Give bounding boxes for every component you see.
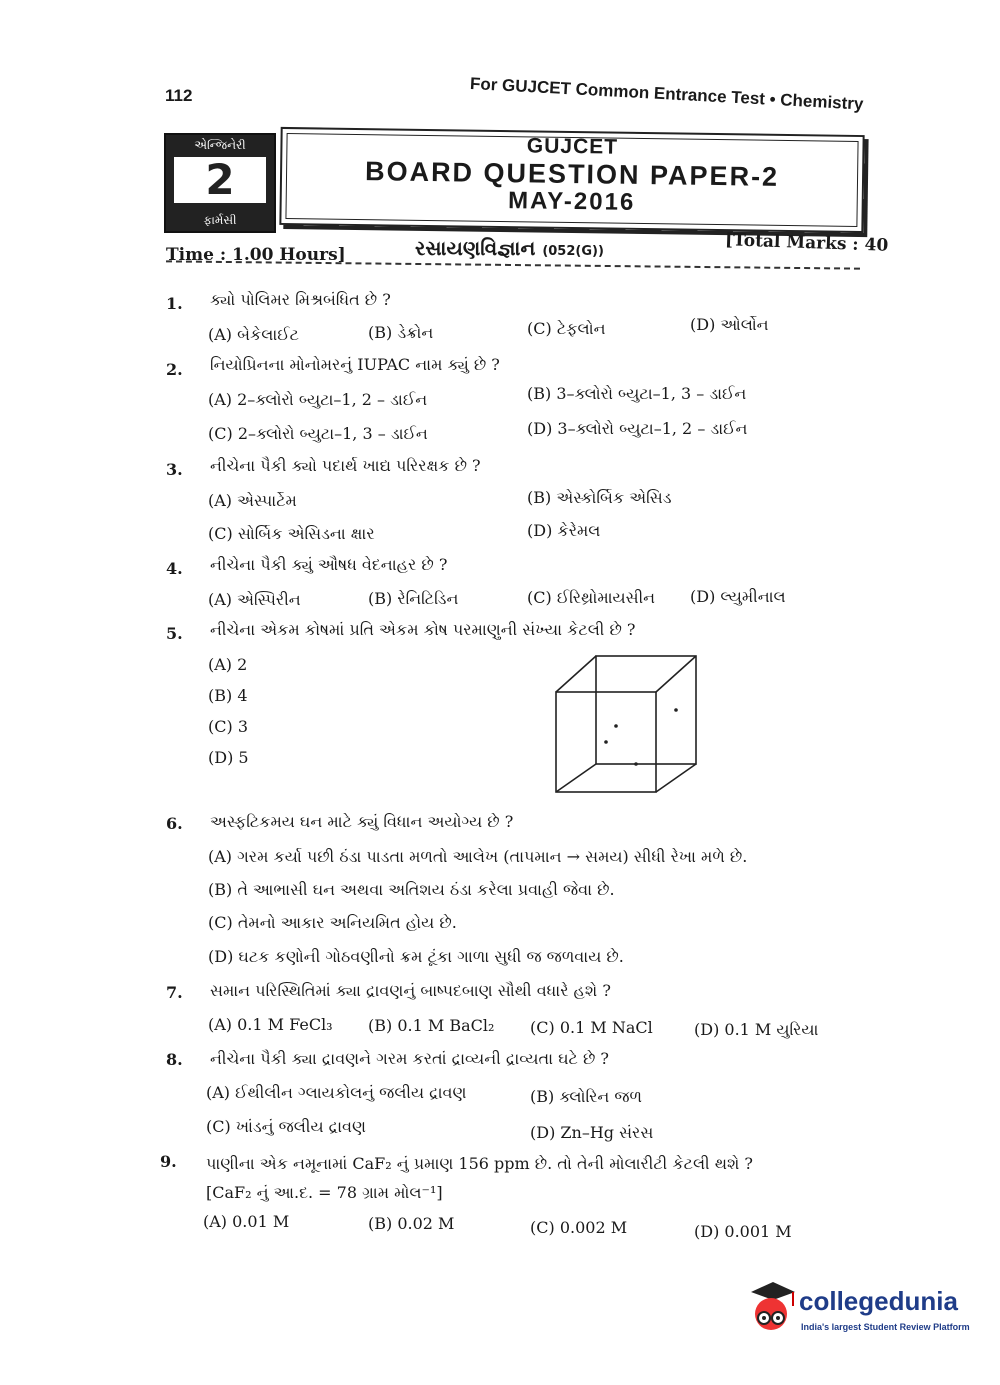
- option-b: (B) એસ્કોર્બિક એસિડ: [527, 488, 672, 507]
- question-text: ક્યો પોલિમર મિશ્રબંધિત છે ?: [210, 290, 391, 309]
- face-center-dot: [614, 724, 618, 728]
- running-title: For GUJCET Common Entrance Test • Chemistry: [469, 74, 864, 114]
- question-note: [CaF₂ નું આ.દ. = 78 ગ્રામ મોલ⁻¹]: [206, 1183, 443, 1202]
- page-number: 112: [165, 86, 193, 105]
- option-a: (A) 0.1 M FeCl₃: [208, 1015, 333, 1034]
- title-box: [279, 127, 864, 233]
- question-number: 1.: [166, 294, 183, 313]
- badge-number: 2: [174, 157, 266, 203]
- body-center-dot: [604, 740, 608, 744]
- question-number: 8.: [166, 1050, 183, 1069]
- question-text: નિયોપ્રિનના મોનોમરનું IUPAC નામ ક્યું છે ?: [210, 355, 500, 374]
- option-a: (A) એસ્પાર્ટેમ: [208, 491, 297, 510]
- option-d: (D) ઘટક કણોની ગોઠવણીનો ક્રમ ટૂંકા ગાળા સુધી જ જળવાય છે.: [208, 947, 624, 966]
- cube-back-face: [596, 656, 696, 764]
- dashed-divider: [166, 260, 860, 269]
- option-c: (C) 3: [208, 717, 248, 736]
- collegedunia-logo: [745, 1278, 985, 1348]
- question-text: નીચેના પૈકી ક્યો પદાર્થ ખાદ્ય પરિરક્ષક છે ?: [210, 456, 481, 475]
- title-line-3: MAY-2016: [507, 187, 636, 216]
- brand-name: collegedunia: [799, 1286, 958, 1316]
- option-b: (B) રેનિટિડિન: [368, 589, 459, 608]
- option-a: (A) ઈથીલીન ગ્લાયકોલનું જલીય દ્રાવણ: [206, 1083, 467, 1102]
- option-c: (C) ખાંડનું જલીય દ્રાવણ: [206, 1117, 366, 1136]
- option-d: (D) લ્યુમીનાલ: [690, 587, 786, 606]
- option-b: (B) 3–ક્લોરો બ્યુટા–1, 3 – ડાઈન: [527, 384, 747, 403]
- option-d: (D) 3–ક્લોરો બ્યુટા–1, 2 – ડાઈન: [527, 419, 748, 438]
- option-b: (B) 0.1 M BaCl₂: [368, 1016, 495, 1035]
- option-c: (C) તેમનો આકાર અનિયમિત હોય છે.: [208, 913, 457, 932]
- option-a: (A) 2: [208, 655, 248, 674]
- question-number: 5.: [166, 624, 183, 643]
- total-marks: [Total Marks : 40: [724, 230, 889, 256]
- option-c: (C) 0.002 M: [530, 1218, 628, 1237]
- option-c: (C) 2–ક્લોરો બ્યુટા–1, 3 – ડાઈન: [208, 424, 428, 443]
- badge-bottom-label: ફાર્મસી: [203, 213, 237, 227]
- option-b: (B) ડેક્રોન: [368, 323, 434, 342]
- question-text: સમાન પરિસ્થિતિમાં ક્યા દ્રાવણનું બાષ્પદબાણ સૌથી વધારે હશે ?: [210, 981, 611, 1000]
- question-number: 3.: [166, 460, 183, 479]
- option-a: (A) 0.01 M: [203, 1212, 290, 1231]
- question-number: 7.: [166, 983, 183, 1002]
- option-d: (D) ઓર્લોન: [690, 315, 769, 334]
- option-a: (A) ગરમ કર્યા પછી ઠંડા પાડતા મળતો આલેખ (તાપમાન → સમય) સીધી રેખા મળે છે.: [208, 847, 748, 866]
- question-number: 4.: [166, 559, 183, 578]
- question-number: 2.: [166, 360, 183, 379]
- option-b: (B) 4: [208, 686, 248, 705]
- subject-code: (052(G)): [542, 244, 604, 259]
- option-a: (A) 2–ક્લોરો બ્યુટા–1, 2 – ડાઈન: [208, 390, 428, 409]
- question-number: 9.: [160, 1152, 177, 1171]
- question-text: અસ્ફટિકમય ઘન માટે ક્યું વિધાન અયોગ્ય છે ?: [210, 812, 514, 831]
- title-line-2: BOARD QUESTION PAPER-2: [364, 156, 780, 192]
- face-center-dot: [674, 708, 678, 712]
- question-number: 6.: [166, 814, 183, 833]
- option-c: (C) 0.1 M NaCl: [530, 1018, 653, 1037]
- mascot-icon: [745, 1278, 797, 1340]
- subject-name: રસાયણવિજ્ઞાન: [415, 236, 536, 260]
- option-b: (B) તે આભાસી ઘન અથવા અતિશય ઠંડા કરેલા પ્રવાહી જેવા છે.: [208, 880, 615, 899]
- option-b: (B) 0.02 M: [368, 1214, 455, 1233]
- title-line-1: GUJCET: [526, 134, 619, 159]
- option-d: (D) Zn–Hg સંરસ: [530, 1123, 654, 1142]
- question-text: નીચેના પૈકી ક્યું ઔષધ વેદનાહર છે ?: [210, 555, 448, 574]
- unit-cell-diagram: [548, 650, 708, 800]
- question-text: નીચેના એકમ કોષમાં પ્રતિ એકમ કોષ પરમાણુની સંખ્યા કેટલી છે ?: [210, 620, 636, 639]
- option-a: (A) એસ્પિરીન: [208, 590, 301, 609]
- option-d: (D) 0.001 M: [694, 1222, 792, 1241]
- question-text: નીચેના પૈકી ક્યા દ્રાવણને ગરમ કરતાં દ્રાવ્યની દ્રાવ્યતા ઘટે છે ?: [210, 1049, 609, 1068]
- question-text: પાણીના એક નમૂનામાં CaF₂ નું પ્રમાણ 156 ppm છે. તો તેની મોલારીટી કેટલી થશે ?: [206, 1154, 753, 1173]
- option-c: (C) ટેફલોન: [527, 319, 606, 338]
- subject-title: [415, 236, 604, 260]
- option-d: (D) 0.1 M યુરિયા: [694, 1020, 819, 1039]
- face-center-dot: [634, 762, 638, 766]
- option-d: (D) 5: [208, 748, 249, 767]
- option-d: (D) કેરેમલ: [527, 521, 601, 540]
- option-a: (A) બેકેલાઈટ: [208, 325, 299, 344]
- badge-top-label: એન્જિનેરી: [194, 138, 246, 152]
- option-c: (C) ઈરિથ્રોમાયસીન: [527, 588, 656, 607]
- option-c: (C) સોર્બિક એસિડના ક્ષાર: [208, 524, 375, 543]
- time-label: Time : 1.00 Hours]: [166, 245, 346, 265]
- brand-tagline: India's largest Student Review Platform: [801, 1322, 970, 1332]
- paper-badge: [164, 133, 276, 233]
- option-b: (B) ક્લોરિન જળ: [530, 1087, 643, 1106]
